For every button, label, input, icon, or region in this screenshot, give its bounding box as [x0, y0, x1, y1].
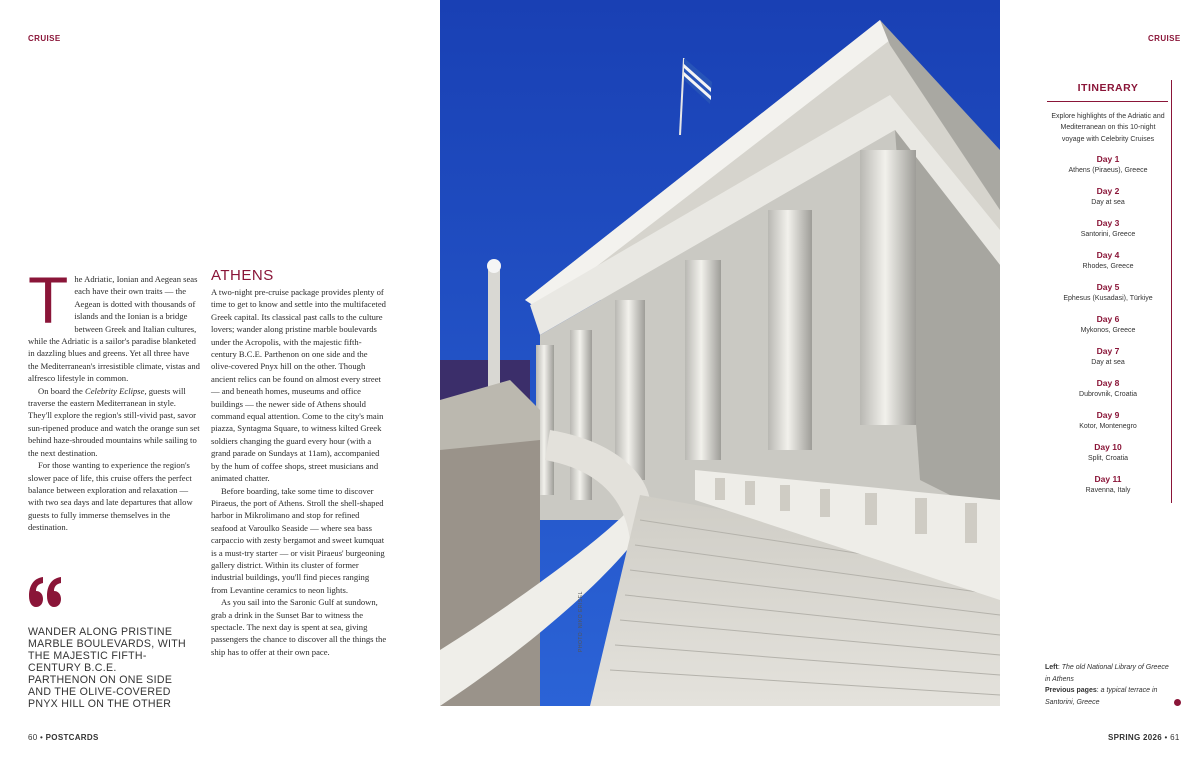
itinerary-day	[1045, 186, 1171, 209]
day-place: Ravenna, Italy	[1085, 487, 1131, 495]
itinerary-day	[1045, 410, 1171, 433]
itinerary-day	[1045, 474, 1171, 497]
itinerary-day	[1045, 442, 1171, 465]
day-place: Rhodes, Greece	[1082, 263, 1134, 271]
day-label: Day 8	[1096, 378, 1120, 389]
day-place: Ephesus (Kusadasi), Türkiye	[1063, 295, 1153, 303]
day-place: Mykonos, Greece	[1080, 327, 1136, 335]
photo-caption: Left: The old National Library of Greece in Athens Previous pages: a typical terrace in Santorini, Greece	[1045, 664, 1169, 706]
folio-separator: •	[1164, 733, 1168, 742]
athens-paragraph-1: A two-night pre-cruise package provides plenty of time to get to know and settle into the multifaceted Greek capital. Its classical past calls to the culture lovers; wander along pristine marble boulevards under the Acropolis, with the majestic fifth-century B.C.E. Parthenon on one side and the olive-covered Pnyx hill on the other. Though ancient relics can be found on almost every street — and beneath homes, museums and office buildings — the newer side of Athens should command equal attention. Come to the city's main piazza, Syntagma Square, to witness kilted Greek soldiers changing the guard every hour (with a grand parade on Sundays at 11am), accompanied by the hum of coffee shops, street musicians and animated chatter.	[211, 287, 386, 484]
day-label: Day 6	[1096, 314, 1120, 325]
itinerary-day	[1045, 346, 1171, 369]
itinerary-day	[1045, 154, 1171, 177]
magazine-name: POSTCARDS	[45, 733, 99, 742]
caption-prev-label: Previous pages	[1045, 687, 1097, 695]
day-label: Day 7	[1096, 346, 1120, 357]
intro-paragraph-2: On board the Celebrity Eclipse, guests will traverse the eastern Mediterranean in style. They'll explore the region's still-vivid past, savor sun-ripened produce and watch the orange sun set behind haze-shrouded mountains while sailing to the next destination.	[28, 385, 200, 458]
pull-quote: WANDER ALONG PRISTINE MARBLE BOULEVARDS, WITH THE MAJESTIC FIFTH-CENTURY B.C.E. PARTHENON ON ONE SIDE AND THE OLIVE-COVERED PNYX HILL ON THE OTHER	[28, 626, 186, 710]
issue-label: SPRING 2026	[1108, 733, 1162, 742]
athens-heading: ATHENS	[211, 267, 274, 284]
day-label: Day 9	[1096, 410, 1120, 421]
itinerary-day	[1045, 378, 1171, 401]
ship-name: Celebrity Eclipse	[85, 385, 145, 396]
day-place: Athens (Piraeus), Greece	[1068, 167, 1148, 175]
folio-right	[1108, 733, 1180, 742]
athens-paragraph-2: Before boarding, take some time to discover Piraeus, the port of Athens. Stroll the shell-shaped harbor in Mikrolimano and stop for refined seafood at Varoulko Seaside — where sea bass carpaccio with zesty bergamot and sweet kumquat is a must-try starter — or visit Piraeus' burgeoning gallery district. Within its cluster of former industrial buildings, you'll find pieces ranging from Levantine ceramics to neon lights.	[211, 485, 385, 595]
caption-prev-text: a typical terrace in Santorini, Greece	[1045, 687, 1158, 706]
itinerary-divider	[1047, 101, 1168, 102]
folio-left	[28, 733, 99, 742]
day-label: Day 4	[1096, 250, 1120, 261]
athens-column	[211, 268, 387, 658]
page-number-right: 61	[1170, 733, 1180, 742]
itinerary-title: ITINERARY	[1077, 82, 1139, 94]
day-label: Day 3	[1096, 218, 1120, 229]
national-library-photo	[440, 0, 1000, 706]
day-place: Kotor, Montenegro	[1079, 423, 1137, 431]
folio-separator: •	[40, 733, 44, 742]
day-label: Day 11	[1094, 474, 1122, 485]
intro-column	[28, 263, 200, 534]
itinerary-box	[1045, 80, 1172, 503]
intro-paragraph-1: The Adriatic, Ionian and Aegean seas each have their own traits — the Aegean is dotted with thousands of islands and the Ionian is a bridge between Greek and Italian cultures, while the Adriatic is a sailor's paradise blanketed in dazzling blues and greens. Yet all three have the Mediterranean's irresistible climate, vistas and alfresco lifestyle in common.	[28, 263, 200, 384]
caption-left-label: Left	[1045, 664, 1058, 671]
itinerary-day	[1045, 314, 1171, 337]
day-place: Day at sea	[1091, 199, 1125, 207]
day-label: Day 5	[1096, 282, 1120, 293]
day-label: Day 2	[1096, 186, 1120, 197]
day-place: Santorini, Greece	[1080, 231, 1136, 239]
continue-arrow-icon	[1174, 699, 1181, 706]
section-tag-left: CRUISE	[28, 34, 61, 43]
day-label: Day 10	[1094, 442, 1122, 453]
day-label: Day 1	[1096, 154, 1120, 165]
day-place: Split, Croatia	[1087, 455, 1129, 463]
day-place: Day at sea	[1091, 359, 1125, 367]
itinerary-day	[1045, 250, 1171, 273]
quote-mark-icon	[26, 574, 66, 620]
itinerary-day	[1045, 218, 1171, 241]
section-tag-right: CRUISE	[1148, 34, 1181, 43]
itinerary-day	[1045, 282, 1171, 305]
drop-cap: T	[28, 263, 69, 337]
caption-left-text: The old National Library of Greece in Athens	[1045, 664, 1169, 683]
intro-paragraph-3: For those wanting to experience the region's slower pace of life, this cruise offers the perfect balance between exploration and relaxation — with two sea days and late departures that allow guests to fully immerse themselves in the destination.	[28, 460, 193, 533]
day-place: Dubrovnik, Croatia	[1079, 391, 1137, 399]
itinerary-intro: Explore highlights of the Adriatic and Mediterranean on this 10-night voyage with Celebrity Cruises	[1051, 113, 1165, 143]
athens-paragraph-3: As you sail into the Saronic Gulf at sundown, grab a drink in the Sunset Bar to witness the spectacle. The next day is spent at sea, giving passengers the chance to discover all the things the ship has to offer at their own pace.	[211, 597, 387, 657]
page-number-left: 60	[28, 733, 38, 742]
photo-credit: PHOTO: NIKO ERISEL	[578, 591, 584, 652]
